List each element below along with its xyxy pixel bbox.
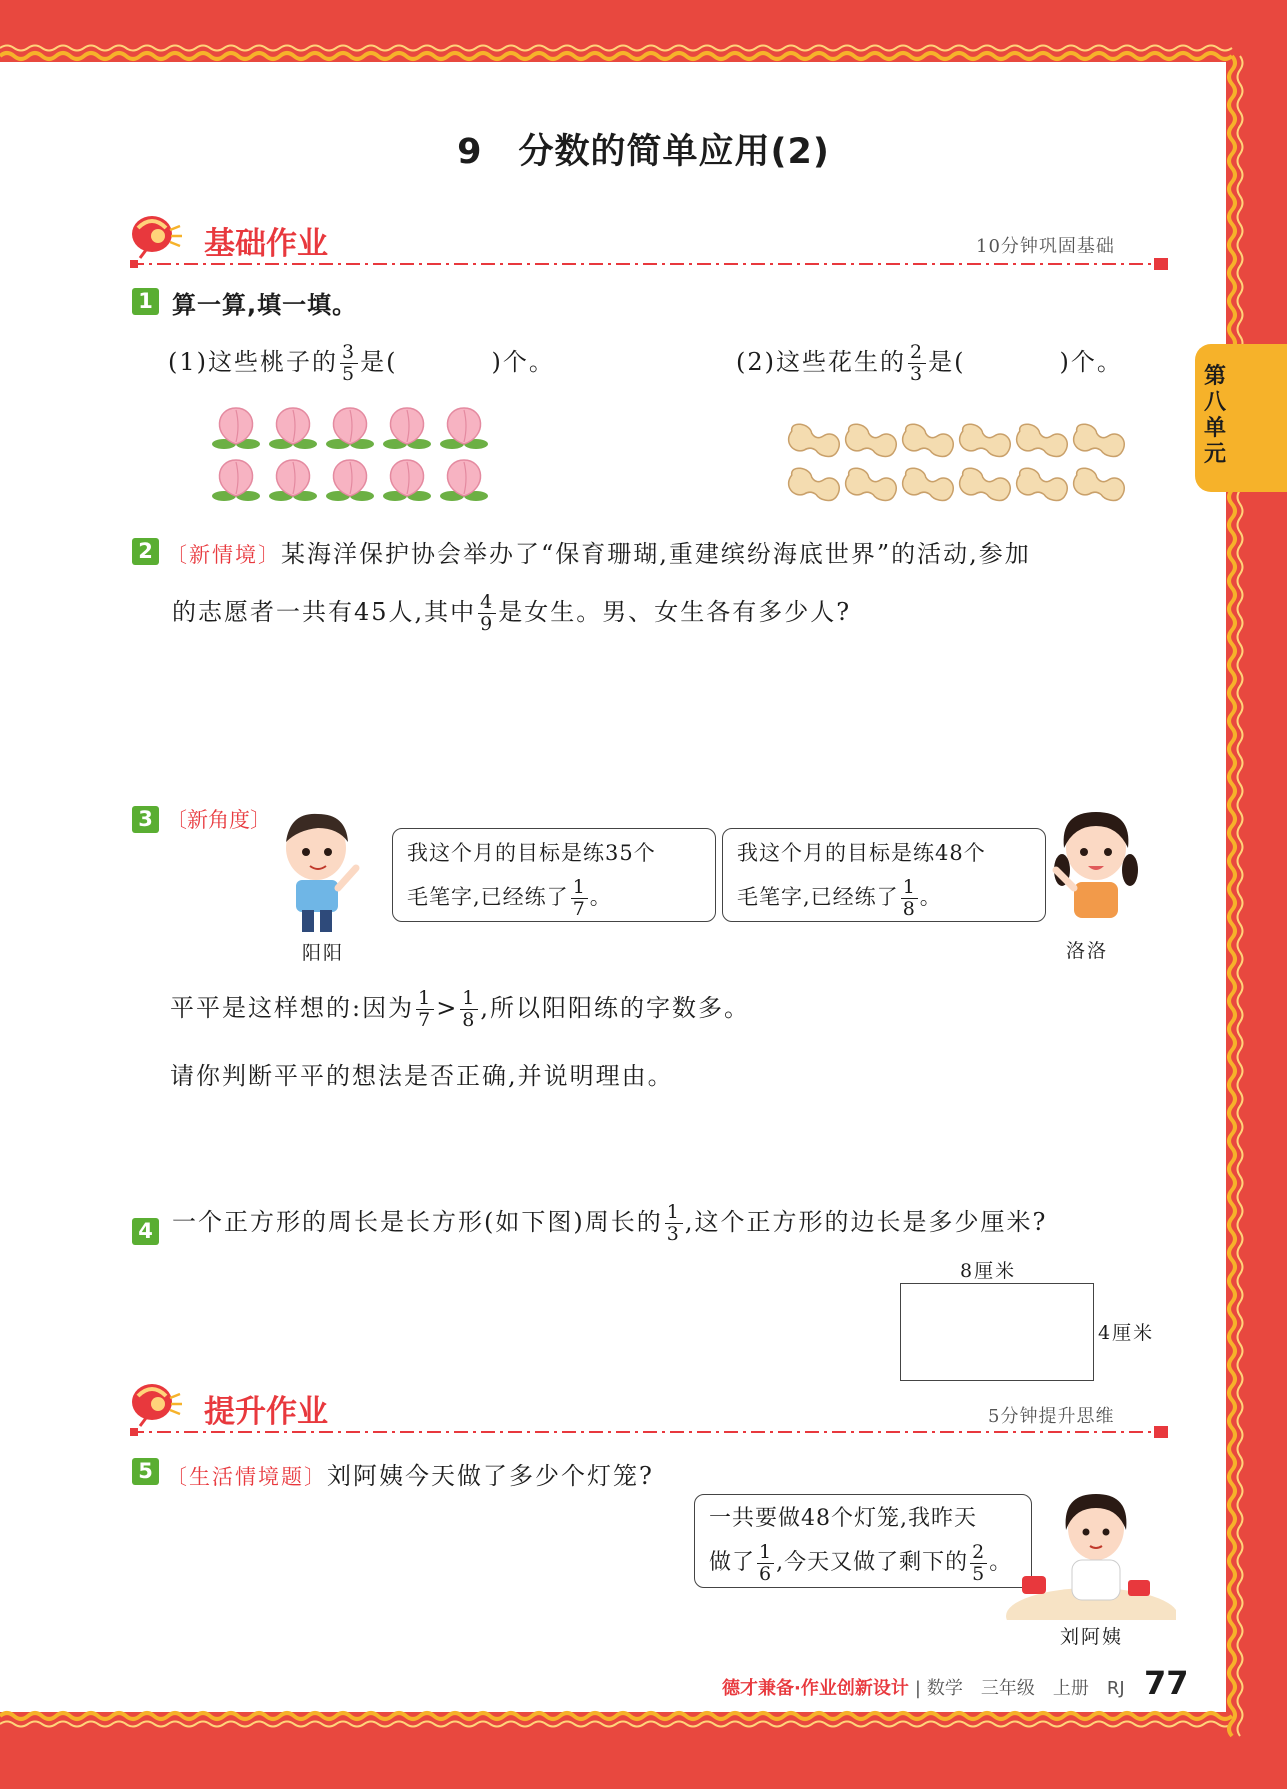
fraction: $\frac{1}{8}$ [462, 987, 477, 1031]
speech-bubble-aunt-liu: 一共要做48个灯笼,我昨天 做了 $\frac{1}{6}$ ,今天又做了剩下的 $\frac{2}{5}$ 。 [694, 1494, 1032, 1588]
question-number-3: 3 [132, 806, 159, 833]
peach [383, 460, 431, 501]
lantern-icon [128, 1378, 186, 1428]
section-divider [130, 256, 1172, 272]
question-number-2: 2 [132, 538, 159, 565]
fraction: $\frac{1}{7}$ [418, 987, 433, 1031]
peanut [1071, 466, 1126, 502]
unit-tab-label: 第八单元 [1203, 364, 1226, 467]
footer-brand: 德才兼备·作业创新设计 [722, 1678, 909, 1699]
question-2-tag: 〔新情境〕 [166, 543, 281, 567]
fraction: $\frac{2}{3}$ [910, 341, 925, 385]
question-5-text: 〔生活情境题〕刘阿姨今天做了多少个灯笼? [166, 1462, 654, 1490]
peanut [786, 422, 841, 458]
peach [269, 408, 317, 449]
question-3-tag: 〔新角度〕 [166, 808, 271, 832]
peanut [1014, 466, 1069, 502]
peanut [1071, 422, 1126, 458]
girl-name-label: 洛洛 [1066, 940, 1109, 962]
peach [326, 460, 374, 501]
fraction: $\frac{1}{3}$ [666, 1201, 681, 1245]
rectangle-length-label: 8厘米 [960, 1260, 1017, 1282]
peanut [957, 466, 1012, 502]
fraction: $\frac{2}{5}$ [972, 1540, 986, 1585]
peach [212, 408, 260, 449]
question-2-line-2: 的志愿者一共有45人,其中 $\frac{4}{9}$ 是女生。男、女生各有多少人? [172, 591, 852, 635]
peach [269, 460, 317, 501]
fraction: $\frac{3}{5}$ [342, 341, 357, 385]
peanut [843, 422, 898, 458]
peanut [1014, 422, 1069, 458]
speech-bubble-yangyang: 我这个月的目标是练35个 毛笔字,已经练了 $\frac{1}{7}$ 。 [392, 828, 716, 922]
girl-luoluo-illustration [1048, 804, 1144, 936]
question-1-part-1: (1)这些桃子的 $\frac{3}{5}$ 是( )个。 [168, 341, 555, 385]
peanut [900, 422, 955, 458]
question-3-line-2: 请你判断平平的想法是否正确,并说明理由。 [170, 1062, 674, 1090]
question-4-text: 一个正方形的周长是长方形(如下图)周长的 $\frac{1}{3}$ ,这个正方形的边长是多少厘米? [172, 1201, 1048, 1245]
question-3-line-1: 平平是这样想的:因为 $\frac{1}{7}$ > $\frac{1}{8}$ ,所以阳阳练的字数多。 [170, 987, 751, 1031]
section-divider [130, 1424, 1172, 1440]
peach-illustration [208, 402, 508, 512]
footer: 德才兼备·作业创新设计 | 数学 三年级 上册 RJ [722, 1678, 1125, 1699]
question-2-line-1: 〔新情境〕某海洋保护协会举办了“保育珊瑚,重建缤纷海底世界”的活动,参加 [166, 540, 1031, 568]
question-number-4: 4 [132, 1218, 159, 1245]
section-title-basic: 基础作业 [204, 226, 328, 262]
peach [440, 460, 488, 501]
boy-yangyang-illustration [272, 806, 368, 938]
question-5-tag: 〔生活情境题〕 [166, 1465, 327, 1489]
speech-bubble-luoluo: 我这个月的目标是练48个 毛笔字,已经练了 $\frac{1}{8}$ 。 [722, 828, 1046, 922]
section-title-advanced: 提升作业 [204, 1394, 328, 1430]
peach [440, 408, 488, 449]
page-title: 9 分数的简单应用(2) [457, 132, 830, 172]
peach [212, 460, 260, 501]
peanut-illustration [786, 418, 1136, 518]
page-number: 77 [1144, 1664, 1189, 1702]
rectangle-figure [900, 1283, 1094, 1381]
fraction: $\frac{4}{9}$ [480, 591, 495, 635]
question-1-part-2: (2)这些花生的 $\frac{2}{3}$ 是( )个。 [736, 341, 1123, 385]
peanut [957, 422, 1012, 458]
peach [326, 408, 374, 449]
section-note-advanced: 5分钟提升思维 [988, 1406, 1115, 1427]
footer-subject: 数学 三年级 上册 RJ [926, 1678, 1125, 1699]
question-number-1: 1 [132, 288, 159, 315]
rectangle-width-label: 4厘米 [1098, 1322, 1155, 1344]
peach [383, 408, 431, 449]
section-note-basic: 10分钟巩固基础 [976, 236, 1115, 257]
lantern-icon [128, 210, 186, 260]
aunt-liu-illustration [1000, 1484, 1176, 1620]
peanut [786, 466, 841, 502]
boy-name-label: 阳阳 [302, 942, 345, 964]
peanut [900, 466, 955, 502]
question-number-5: 5 [132, 1458, 159, 1485]
fraction: $\frac{1}{6}$ [759, 1540, 773, 1585]
peanut [843, 466, 898, 502]
aunt-liu-name-label: 刘阿姨 [1060, 1626, 1124, 1648]
fraction: $\frac{1}{8}$ [902, 876, 916, 920]
question-1-text: 算一算,填一填。 [172, 291, 358, 319]
fraction: $\frac{1}{7}$ [572, 876, 586, 920]
